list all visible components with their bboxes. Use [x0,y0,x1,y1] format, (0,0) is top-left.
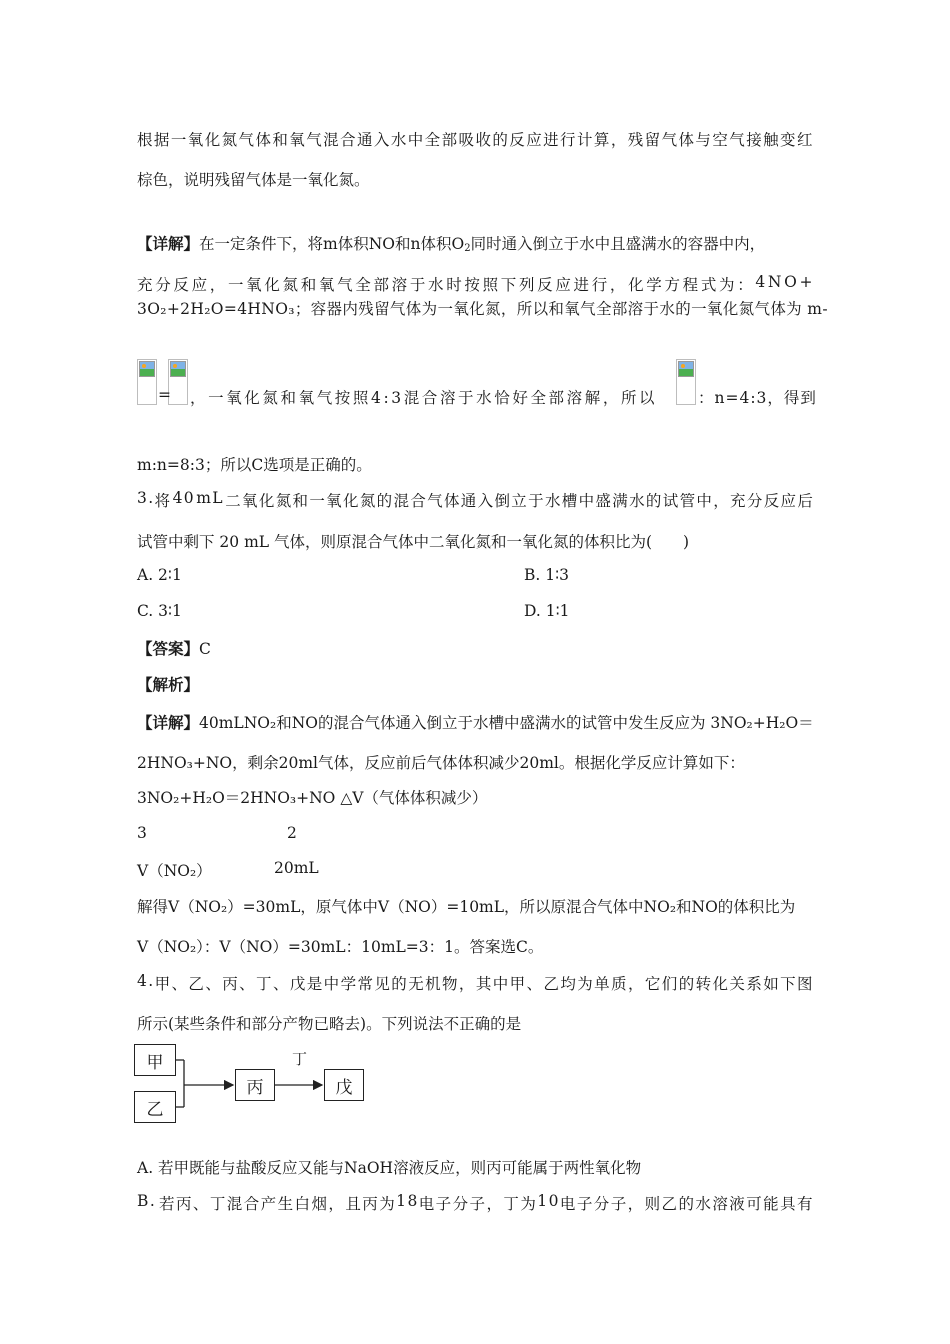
broken-image-icon [139,361,155,377]
q3-calc-3: 3 [137,824,147,842]
answer-value: C [199,640,211,658]
q2-detail-line-4: ，一氧化氮和氧气按照4:3混合溶于水恰好全部溶解，所以 [190,389,658,407]
detail-tag: 【详解】 [137,713,200,732]
q2-detail-line-5: m:n=8:3；所以C选项是正确的。 [137,456,372,474]
box-bing: 丙 [235,1069,275,1101]
box-jia: 甲 [134,1044,176,1076]
intro-line-2: 棕色，说明残留气体是一氧化氮。 [137,171,370,189]
broken-image-1 [137,359,157,405]
q3-calc-vno2: V（NO₂） [137,862,212,880]
q4-option-a: A. 若甲既能与盐酸反应又能与NaOH溶液反应，则丙可能属于两性氧化物 [137,1159,642,1177]
broken-image-3 [676,359,696,405]
subscript: 2 [464,243,471,254]
q4-option-b: B . 若 丙 、 丁 混 合 产 生 白 烟 ， 且 丙 为 1 8 电 子 分 子 ， 丁 为 1 0 电 子 分 子 ， 则 乙 的 水 溶 液 可 能 具 有 [137,1192,813,1213]
q3-detail-line-1 [137,711,814,733]
q3-detail-line-3: 3NO₂+H₂O＝2HNO₃+NO △V（气体体积减少） [137,789,488,807]
q4-stem-line-2: 所示(某些条件和部分产物已略去)。下列说法不正确的是 [137,1015,522,1033]
q3-option-b: B. 1∶3 [524,566,570,584]
q4-stem-line-1: 4 . 甲 、 乙 、 丙 、 丁 、 戊 是 中 学 常 见 的 无 机 物 ， 其 中 甲 、 乙 均 为 单 质 ， 它 们 的 转 化 关 系 如 下 图 [137,972,813,993]
detail-tag: 【详解】 [137,234,200,253]
q3-answer [137,637,211,659]
q2-detail-line-1 [137,232,765,254]
q3-stem-line-2: 试管中剩下 20 mL 气体，则原混合气体中二氧化氮和一氧化氮的体积比为( ) [137,533,690,551]
q2-detail-text-tail: 同时通入倒立于水中且盛满水的容器中内， [470,235,766,253]
broken-image-icon [678,361,694,377]
q2-detail-line-4-tail: ：n=4:3，得到 [698,389,817,407]
q2-detail-line-3: 3O₂+2H₂O=4HNO₃；容器内残留气体为一氧化氮，所以和氧气全部溶于水的一氧化氮气体为 m- [137,300,828,318]
q3-detail-line-7: V（NO₂）：V（NO）=30mL：10mL=3：1。答案选C。 [137,938,544,956]
q3-option-a: A. 2∶1 [137,566,182,584]
q2-detail-line-2: 充 分 反 应 ， 一 氧 化 氮 和 氧 气 全 部 溶 于 水 时 按 照 下 列 反 应 进 行 ， 化 学 方 程 式 为 ： 4 N O + [137,273,813,294]
q3-calc-20ml: 20mL [274,859,319,877]
q3-option-d: D. 1∶1 [524,602,570,620]
q2-detail-text: 在一定条件下，将m体积NO和n体积O [199,235,465,253]
equals-sign: = [158,386,171,404]
box-yi: 乙 [134,1091,176,1123]
label-ding: 丁 [292,1050,308,1068]
broken-image-2 [168,359,188,405]
q3-calc-2: 2 [287,824,297,842]
q3-stem-line-1: 3 . 将 4 0 m L 二 氧 化 氮 和 一 氧 化 氮 的 混 合 气 体 通 入 倒 立 于 水 槽 中 盛 满 水 的 试 管 中 ， 充 分 反 应 后 [137,489,813,510]
q3-detail-line-2: 2HNO₃+NO，剩余20ml气体，反应前后气体体积减少20ml。根据化学反应计算如下： [137,754,745,772]
q3-detail-text: 40mLNO₂和NO的混合气体通入倒立于水槽中盛满水的试管中发生反应为 3NO₂+H₂O＝ [199,714,814,732]
intro-line-1: 根 据 一 氧 化 氮 气 体 和 氧 气 混 合 通 入 水 中 全 部 吸 收 的 反 应 进 行 计 算 ， 残 留 气 体 与 空 气 接 触 变 红 [137,131,813,149]
q3-detail-line-6: 解得V（NO₂）=30mL，原气体中V（NO）=10mL，所以原混合气体中NO₂和NO的体积比为 [137,898,796,916]
q3-analysis-tag: 【解析】 [137,675,200,694]
box-wu: 戊 [324,1069,364,1101]
broken-image-icon [170,361,186,377]
answer-tag: 【答案】 [137,639,200,658]
q3-option-c: C. 3∶1 [137,602,182,620]
